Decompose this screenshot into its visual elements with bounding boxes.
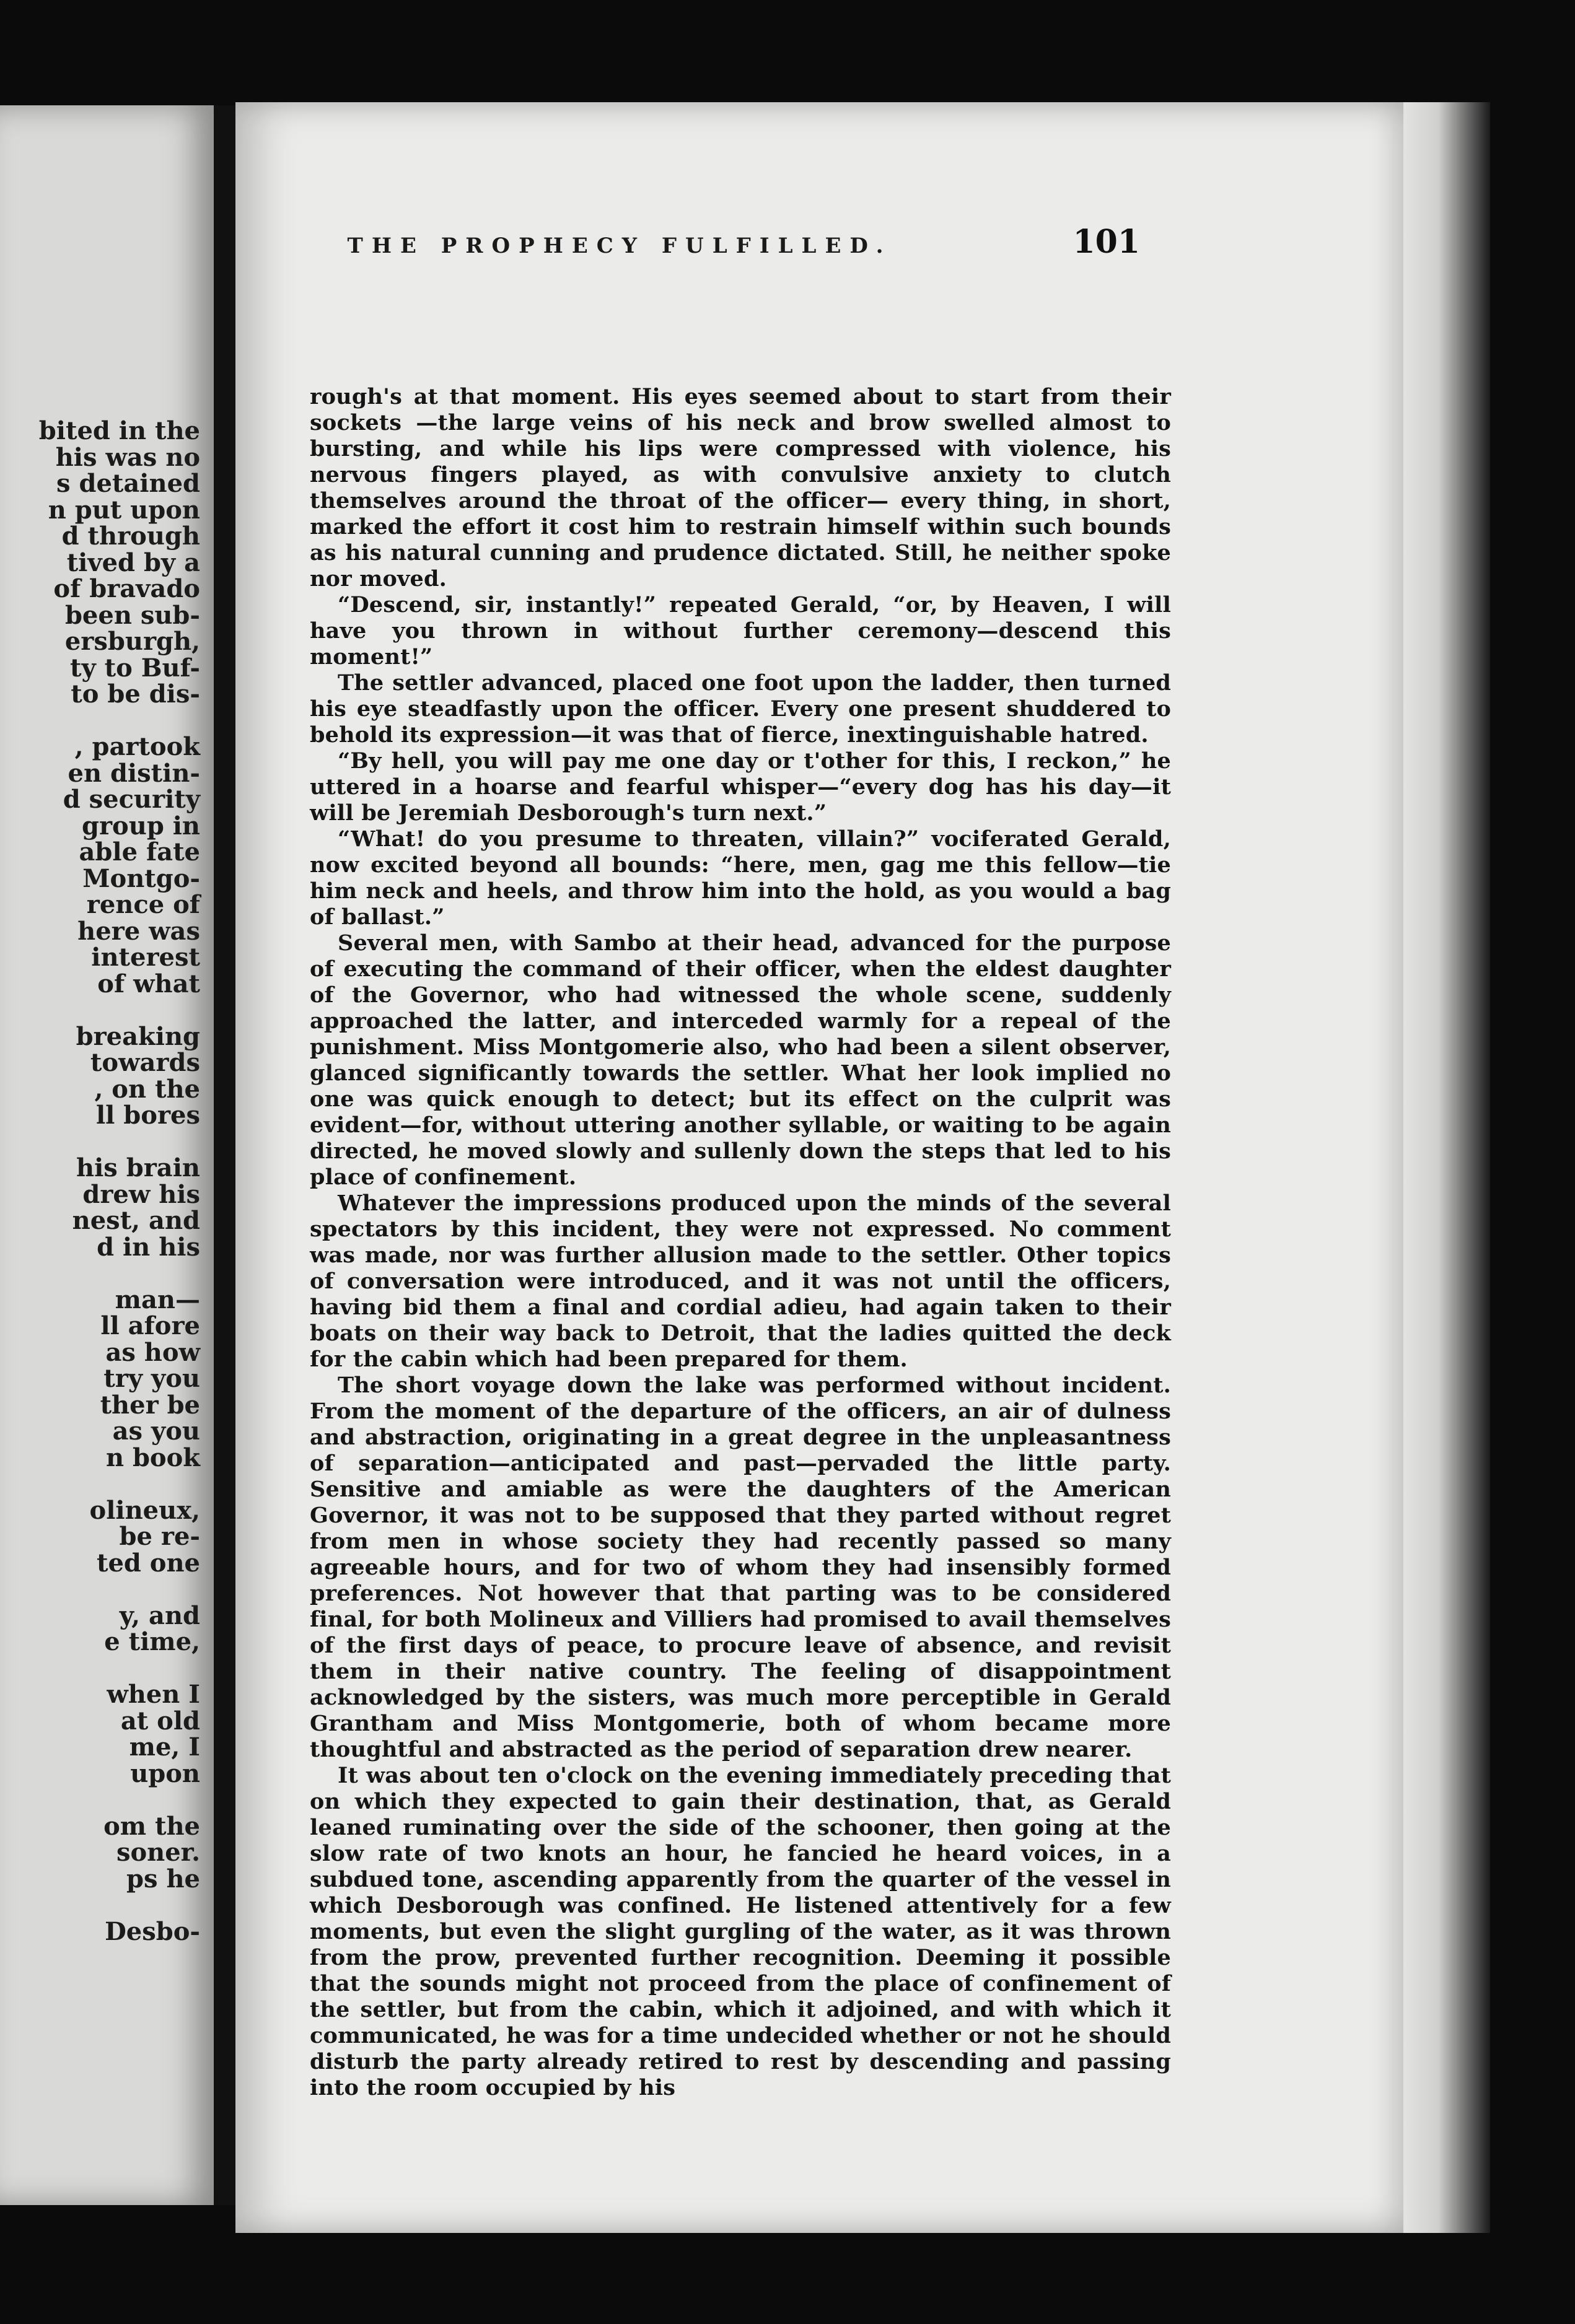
left-page xyxy=(0,105,214,2205)
left-page-line: d in his xyxy=(97,1232,200,1262)
left-page-line: d through xyxy=(61,522,200,551)
left-page-line: here was xyxy=(77,916,200,946)
book-gutter xyxy=(214,105,235,2205)
left-page-line xyxy=(2,1892,200,1919)
left-page-line: y, and xyxy=(119,1601,200,1630)
left-page-line xyxy=(2,997,200,1024)
left-page-line: ps he xyxy=(126,1864,200,1894)
left-page-line: soner. xyxy=(116,1838,200,1867)
paragraph: “Descend, sir, instantly!” repeated Gerald, “or, by Heaven, I will have you thrown in without further ceremony—descend this moment!” xyxy=(310,592,1171,670)
left-page-line xyxy=(2,1471,200,1498)
left-page-line xyxy=(2,1260,200,1287)
left-page-line: breaking xyxy=(76,1021,200,1051)
paragraph: “What! do you presume to threaten, villain?” vociferated Gerald, now excited beyond all bounds: “here, men, gag me this fellow—tie him neck and heels, and throw him into the hold, as you would a bag of ballast.” xyxy=(310,826,1171,930)
left-page-line: group in xyxy=(82,811,200,841)
paragraph: Several men, with Sambo at their head, advanced for the purpose of executing the command of their officer, when the eldest daughter of the Governor, who had witnessed the whole scene, suddenly approached the latter, and interceded warmly for a repeal of the punishment. Miss Montgomerie also, who had been a silent observer, glanced significantly towards the settler. What her look implied no one was quick enough to detect; but its effect on the culprit was evident—for, without uttering another syllable, or waiting to be again directed, he moved slowly and sullenly down the steps that led to his place of confinement. xyxy=(310,930,1171,1190)
left-page-line: as you xyxy=(112,1417,200,1446)
left-page-line: his brain xyxy=(76,1153,200,1182)
left-page-line: en distin- xyxy=(68,758,200,788)
page-number: 101 xyxy=(1073,223,1140,261)
left-page-line xyxy=(2,1787,200,1814)
left-page-line: towards xyxy=(90,1048,200,1077)
left-page-line: nest, and xyxy=(72,1206,200,1235)
running-title: THE PROPHECY FULFILLED. xyxy=(347,234,892,258)
left-page-line: of what xyxy=(97,969,200,998)
left-page-line: tived by a xyxy=(66,548,200,577)
left-page-line: , on the xyxy=(94,1074,200,1104)
left-page-line: om the xyxy=(103,1811,200,1841)
body-text xyxy=(310,384,1171,2101)
left-page-line: Montgo- xyxy=(82,863,200,893)
paragraph: It was about ten o'clock on the evening immediately preceding that on which they expected to gain their destination, that, as Gerald leaned ruminating over the side of the schooner, then going at the slow rate of two knots an hour, he fancied he heard voices, in a subdued tone, ascending apparently from the quarter of the vessel in which Desborough was confined. He listened attentively for a few moments, but even the slight gurgling of the water, as it was thrown from the prow, prevented further recognition. Deeming it possible that the sounds might not proceed from the place of confinement of the settler, but from the cabin, which it adjoined, and with which it communicated, he was for a time undecided whether or not he should disturb the party already retired to rest by descending and passing into the room occupied by his xyxy=(310,1763,1171,2100)
left-page-line: drew his xyxy=(82,1179,200,1209)
left-page-line: when I xyxy=(107,1680,200,1709)
left-page-line: me, I xyxy=(129,1732,200,1762)
left-page-line: , partook xyxy=(74,732,200,761)
left-page-line: his was no xyxy=(55,442,200,472)
left-page-line: rence of xyxy=(86,890,200,919)
left-page-line xyxy=(2,1576,200,1603)
left-page-line xyxy=(2,708,200,735)
left-page-fragments xyxy=(2,418,200,1945)
paragraph: The settler advanced, placed one foot upon the ladder, then turned his eye steadfastly upon the officer. Every one present shuddered to behold its expression—it was that of fierce, inextinguishable hatred. xyxy=(310,670,1171,748)
left-page-line: ther be xyxy=(100,1390,200,1420)
paragraph: Whatever the impressions produced upon the minds of the several spectators by this incident, they were not expressed. No comment was made, nor was further allusion made to the settler. Other topics of conversation were introduced, and it was not until the officers, having bid them a final and cordial adieu, had again taken to their boats on their way back to Detroit, that the ladies quitted the deck for the cabin which had been prepared for them. xyxy=(310,1190,1171,1372)
left-page-line: n put upon xyxy=(48,495,200,525)
left-page-line: of bravado xyxy=(53,574,200,603)
left-page-line: at old xyxy=(120,1706,200,1736)
page-edge xyxy=(1403,102,1490,2233)
left-page-line: n book xyxy=(105,1443,200,1472)
page-header xyxy=(279,220,1140,269)
left-page-line: Desbo- xyxy=(105,1916,200,1946)
left-page-line: d security xyxy=(63,785,200,814)
left-page-line: to be dis- xyxy=(71,679,200,709)
left-page-line: ersburgh, xyxy=(64,627,200,656)
paragraph: rough's at that moment. His eyes seemed about to start from their sockets —the large veins of his neck and brow swelled almost to bursting, and while his lips were compressed with violence, his nervous fingers played, as with convulsive anxiety to clutch themselves around the throat of the officer— every thing, in short, marked the effort it cost him to restrain himself within such bounds as his natural cunning and prudence dictated. Still, he neither spoke nor moved. xyxy=(310,384,1171,592)
left-page-line: man— xyxy=(115,1285,200,1314)
left-page-line: olineux, xyxy=(89,1495,200,1525)
left-page-line xyxy=(2,1129,200,1156)
left-page-line: be re- xyxy=(119,1522,200,1551)
paragraph: The short voyage down the lake was performed without incident. From the moment of the departure of the officers, an air of dulness and abstraction, originating in a great degree in the unpleasantness of separation—anticipated and past—pervaded the little party. Sensitive and amiable as were the daughters of the American Governor, it was not to be supposed that they parted without regret from men in whose society they had recently passed so many agreeable hours, and for two of whom they had insensibly formed preferences. Not however that that parting was to be considered final, for both Molineux and Villiers had promised to avail themselves of the first days of peace, to procure leave of absence, and revisit them in their native country. The feeling of disappointment acknowledged by the sisters, was much more perceptible in Gerald Grantham and Miss Montgomerie, both of whom became more thoughtful and abstracted as the period of separation drew nearer. xyxy=(310,1373,1171,1762)
left-page-line: s detained xyxy=(56,469,200,498)
left-page-line: ll bores xyxy=(95,1101,200,1130)
left-page-line: able fate xyxy=(79,837,200,867)
paragraph: “By hell, you will pay me one day or t'other for this, I reckon,” he uttered in a hoarse and fearful whisper—“every dog has his day—it will be Jeremiah Desborough's turn next.” xyxy=(310,748,1171,826)
left-page-line: e time, xyxy=(104,1627,200,1656)
left-page-line: been sub- xyxy=(64,600,200,630)
left-page-line: ty to Buf- xyxy=(70,653,200,683)
left-page-line: interest xyxy=(91,943,200,972)
left-page-line: ted one xyxy=(96,1548,200,1578)
left-page-line: bited in the xyxy=(38,416,200,445)
left-page-line xyxy=(2,1656,200,1682)
left-page-line: try you xyxy=(103,1364,200,1393)
left-page-line: as how xyxy=(105,1337,200,1367)
left-page-line: upon xyxy=(130,1758,200,1788)
left-page-line: ll afore xyxy=(100,1311,200,1340)
